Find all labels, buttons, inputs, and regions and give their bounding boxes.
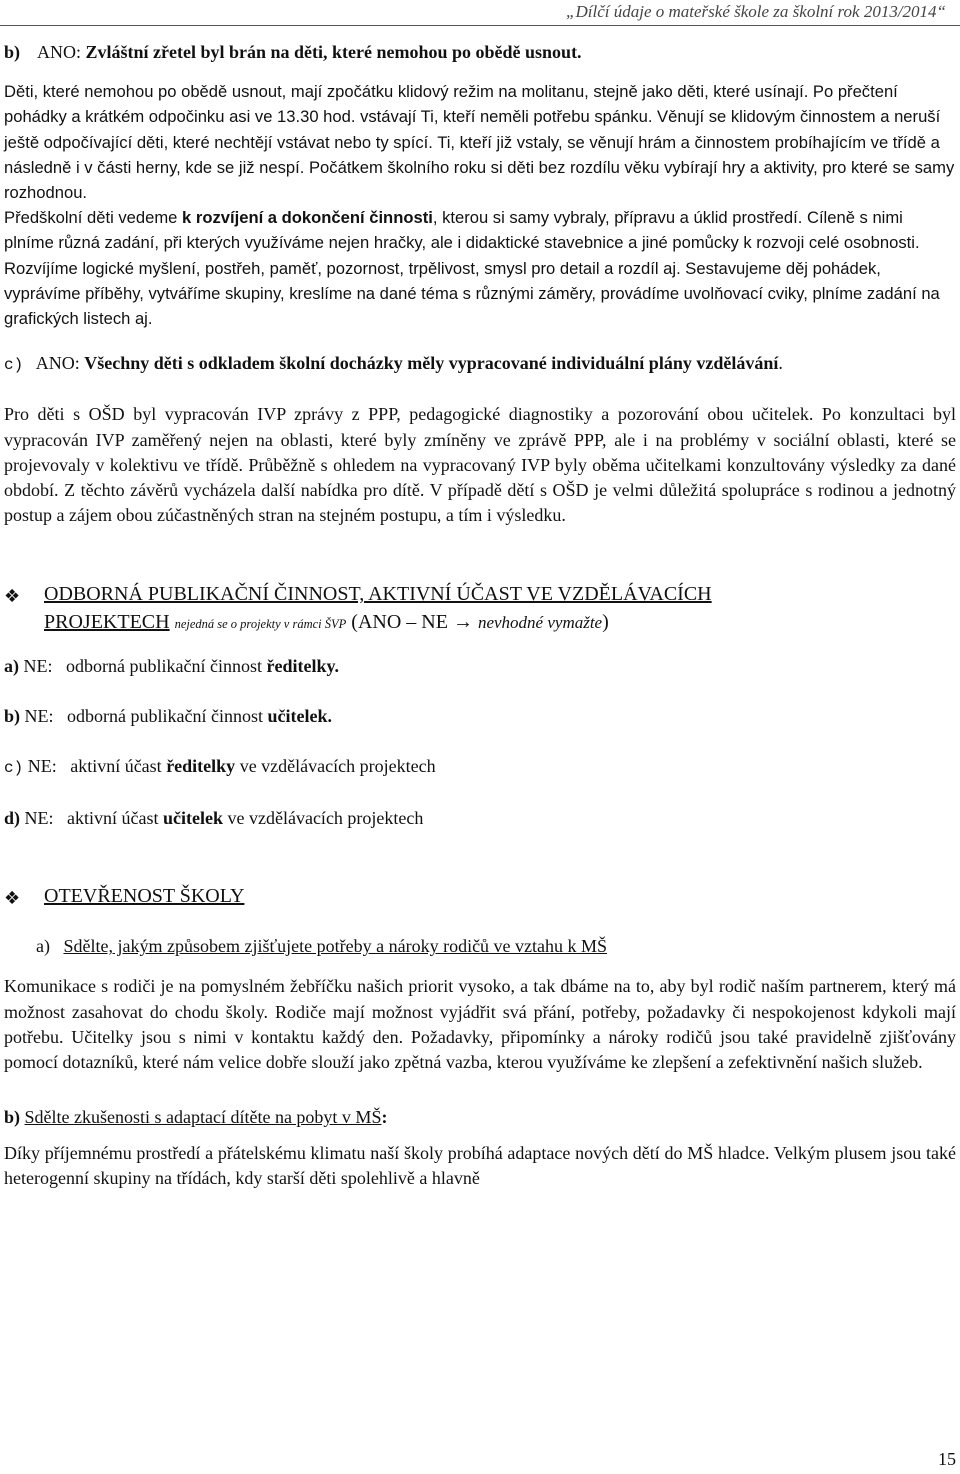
bold-text: ředitelky bbox=[166, 756, 236, 777]
item-letter: b) bbox=[4, 706, 21, 727]
text-run: aktivní účast bbox=[67, 808, 163, 829]
heading-note: nejedná se o projekty v rámci ŠVP bbox=[174, 617, 347, 632]
list-item bbox=[4, 704, 956, 728]
text-run: odborná publikační činnost bbox=[67, 706, 268, 727]
item-letter: d) bbox=[4, 808, 21, 829]
item-letter: a) bbox=[4, 656, 19, 677]
choice-text: ) bbox=[602, 611, 609, 634]
openness-question-a bbox=[4, 934, 956, 958]
text-run: ve vzdělávacích projektech bbox=[235, 756, 436, 777]
page-number: 15 bbox=[938, 1449, 956, 1469]
bold-text: k rozvíjení a dokončení činnosti bbox=[182, 208, 433, 228]
text-run: odborná publikační činnost bbox=[66, 656, 267, 677]
arrow-icon: → bbox=[452, 611, 473, 634]
diamond-bullet-icon: ❖ bbox=[4, 888, 21, 910]
answer-label: NE: bbox=[24, 706, 54, 727]
choice-text: (ANO bbox=[351, 611, 402, 634]
heading-text: OTEVŘENOST ŠKOLY bbox=[44, 885, 245, 908]
section-title: Zvláštní zřetel byl brán na děti, které nemohou po obědě usnout. bbox=[85, 42, 582, 62]
heading-text: ODBORNÁ PUBLIKAČNÍ ČINNOST, AKTIVNÍ ÚČAST VE VZDĚLÁVACÍCH bbox=[44, 583, 712, 606]
heading-text: PROJEKTECH bbox=[44, 611, 170, 634]
text-run: Předškolní děti vedeme bbox=[4, 208, 183, 228]
choice-hint: nevhodné vymažte bbox=[477, 613, 603, 633]
ivp-paragraph: Pro děti s OŠD byl vypracován IVP zprávy z PPP, pedagogické diagnostiky a pozorování obou učitelek. Po konzultaci byl vypracován IVP zaměřený nejen na oblasti, které byly zmíněny ve zprávě PPP, ale i na problémy v sociální oblasti, které se projevovaly v kolektivu ve třídě. Průběžně s ohledem na vypracovaný IVP byly oběma učitelkami konzultovány výsledky za dané období. Z těchto závěrů vycházela další nabídka pro dítě. V případě dětí s OŠD je velmi důležitá spolupráce s rodinou a jednotný postup a zájem obou zúčastněných stran na stejném postupu, a tím i výsledku. bbox=[4, 404, 956, 526]
text-run: ve vzdělávacích projektech bbox=[223, 808, 424, 829]
publication-items bbox=[4, 654, 956, 830]
bold-text: ředitelky. bbox=[266, 656, 339, 677]
question-text: Sdělte zkušenosti s adaptací dítěte na pobyt v MŠ bbox=[24, 1107, 382, 1128]
choice-text: – bbox=[406, 611, 417, 634]
item-letter: b) bbox=[4, 42, 21, 62]
answer-label: NE: bbox=[24, 808, 54, 829]
sleep-paragraph-2 bbox=[4, 205, 956, 331]
section-c-heading bbox=[4, 351, 956, 378]
choice-text: NE bbox=[421, 611, 448, 634]
text-run: aktivní účast bbox=[70, 756, 167, 777]
bold-text: učitelek. bbox=[267, 706, 332, 727]
list-item bbox=[4, 806, 956, 830]
list-item bbox=[4, 754, 956, 780]
openness-heading bbox=[4, 882, 956, 910]
item-letter: b) bbox=[4, 1107, 21, 1128]
text-run: , kterou si samy vybraly, přípravu a úklid prostředí. Cíleně s nimi plníme různá zadání, při kterých využíváme nejen hračky, ale i didaktické stavebnice a jiné pomůcky k rozvoji celé osobnosti. Rozvíjíme logické myšlení, postřeh, paměť, pozornost, trpělivost, smysl pro detail a rozdíl aj. Sestavujeme děj pohádek, vyprávíme příběhy, vytváříme skupiny, kreslíme na dané téma s různými záměry, provádíme uvolňovací cviky, plníme zadání na grafických listech aj. bbox=[4, 208, 940, 329]
answer-label: ANO: bbox=[37, 42, 82, 62]
running-header: „Dílčí údaje o mateřské škole za školní rok 2013/2014“ bbox=[566, 2, 946, 21]
openness-question-b bbox=[4, 1105, 956, 1129]
text-run: . bbox=[778, 353, 783, 374]
section-b-heading bbox=[4, 40, 956, 65]
answer-label: NE: bbox=[23, 656, 53, 677]
item-letter: a) bbox=[36, 936, 50, 957]
answer-label: ANO: bbox=[35, 353, 80, 374]
page-content bbox=[4, 40, 956, 1192]
item-letter: c) bbox=[4, 356, 24, 375]
item-letter: c) bbox=[4, 759, 24, 778]
answer-label: NE: bbox=[27, 756, 57, 777]
publication-heading bbox=[4, 580, 956, 638]
section-title: Všechny děti s odkladem školní docházky měly vypracované individuální plány vzdělávání bbox=[84, 353, 779, 374]
bold-text: učitelek bbox=[163, 808, 223, 829]
list-item bbox=[4, 654, 956, 678]
openness-answer-a: Komunikace s rodiči je na pomyslném žebříčku našich priorit vysoko, a tak dbáme na to, aby byl rodič naším partnerem, který má možnost zasahovat do chodu školy. Rodiče mají možnost vyjádřit svá přání, potřeby, požadavky či nespokojenost kdykoli mají potřebu. Učitelky jsou s nimi v kontaktu každý den. Požadavky, připomínky a nároky rodičů jsou také pravidelně zjišťovány pomocí dotazníků, které nám velice dobře slouží jako zpětná vazba, kterou využíváme ke zlepšení a zefektivnění našich služeb. bbox=[4, 976, 956, 1073]
openness-answer-b: Díky příjemnému prostředí a přátelskému klimatu naší školy probíhá adaptace nových dětí do MŠ hladce. Velkým plusem jsou také heterogenní skupiny na třídách, kdy starší děti spolehlivě a hlavně bbox=[4, 1143, 956, 1189]
sleep-paragraph-1: Děti, které nemohou po obědě usnout, mají zpočátku klidový režim na molitanu, stejně jako děti, které usínají. Po přečtení pohádky a krátkém odpočinku asi ve 13.30 hod. vstávají Ti, kteří neměli potřebu spánku. Věnují se klidovým činnostem a neruší ještě odpočívající děti, které nechtějí vstávat nebo ty spící. Ti, kteří již vstaly, se věnují hrám a činnostem probíhajícím ve třídě a následně i v části herny, kde se již nespí. Počátkem školního roku si děti bez rozdílu věku vybírají hry a aktivity, pro které se samy rozhodnou. bbox=[4, 82, 955, 203]
header-rule bbox=[0, 25, 960, 26]
diamond-bullet-icon: ❖ bbox=[4, 586, 21, 608]
question-text: Sdělte, jakým způsobem zjišťujete potřeby a nároky rodičů ve vztahu k MŠ bbox=[63, 936, 608, 957]
text-run: : bbox=[381, 1107, 388, 1128]
